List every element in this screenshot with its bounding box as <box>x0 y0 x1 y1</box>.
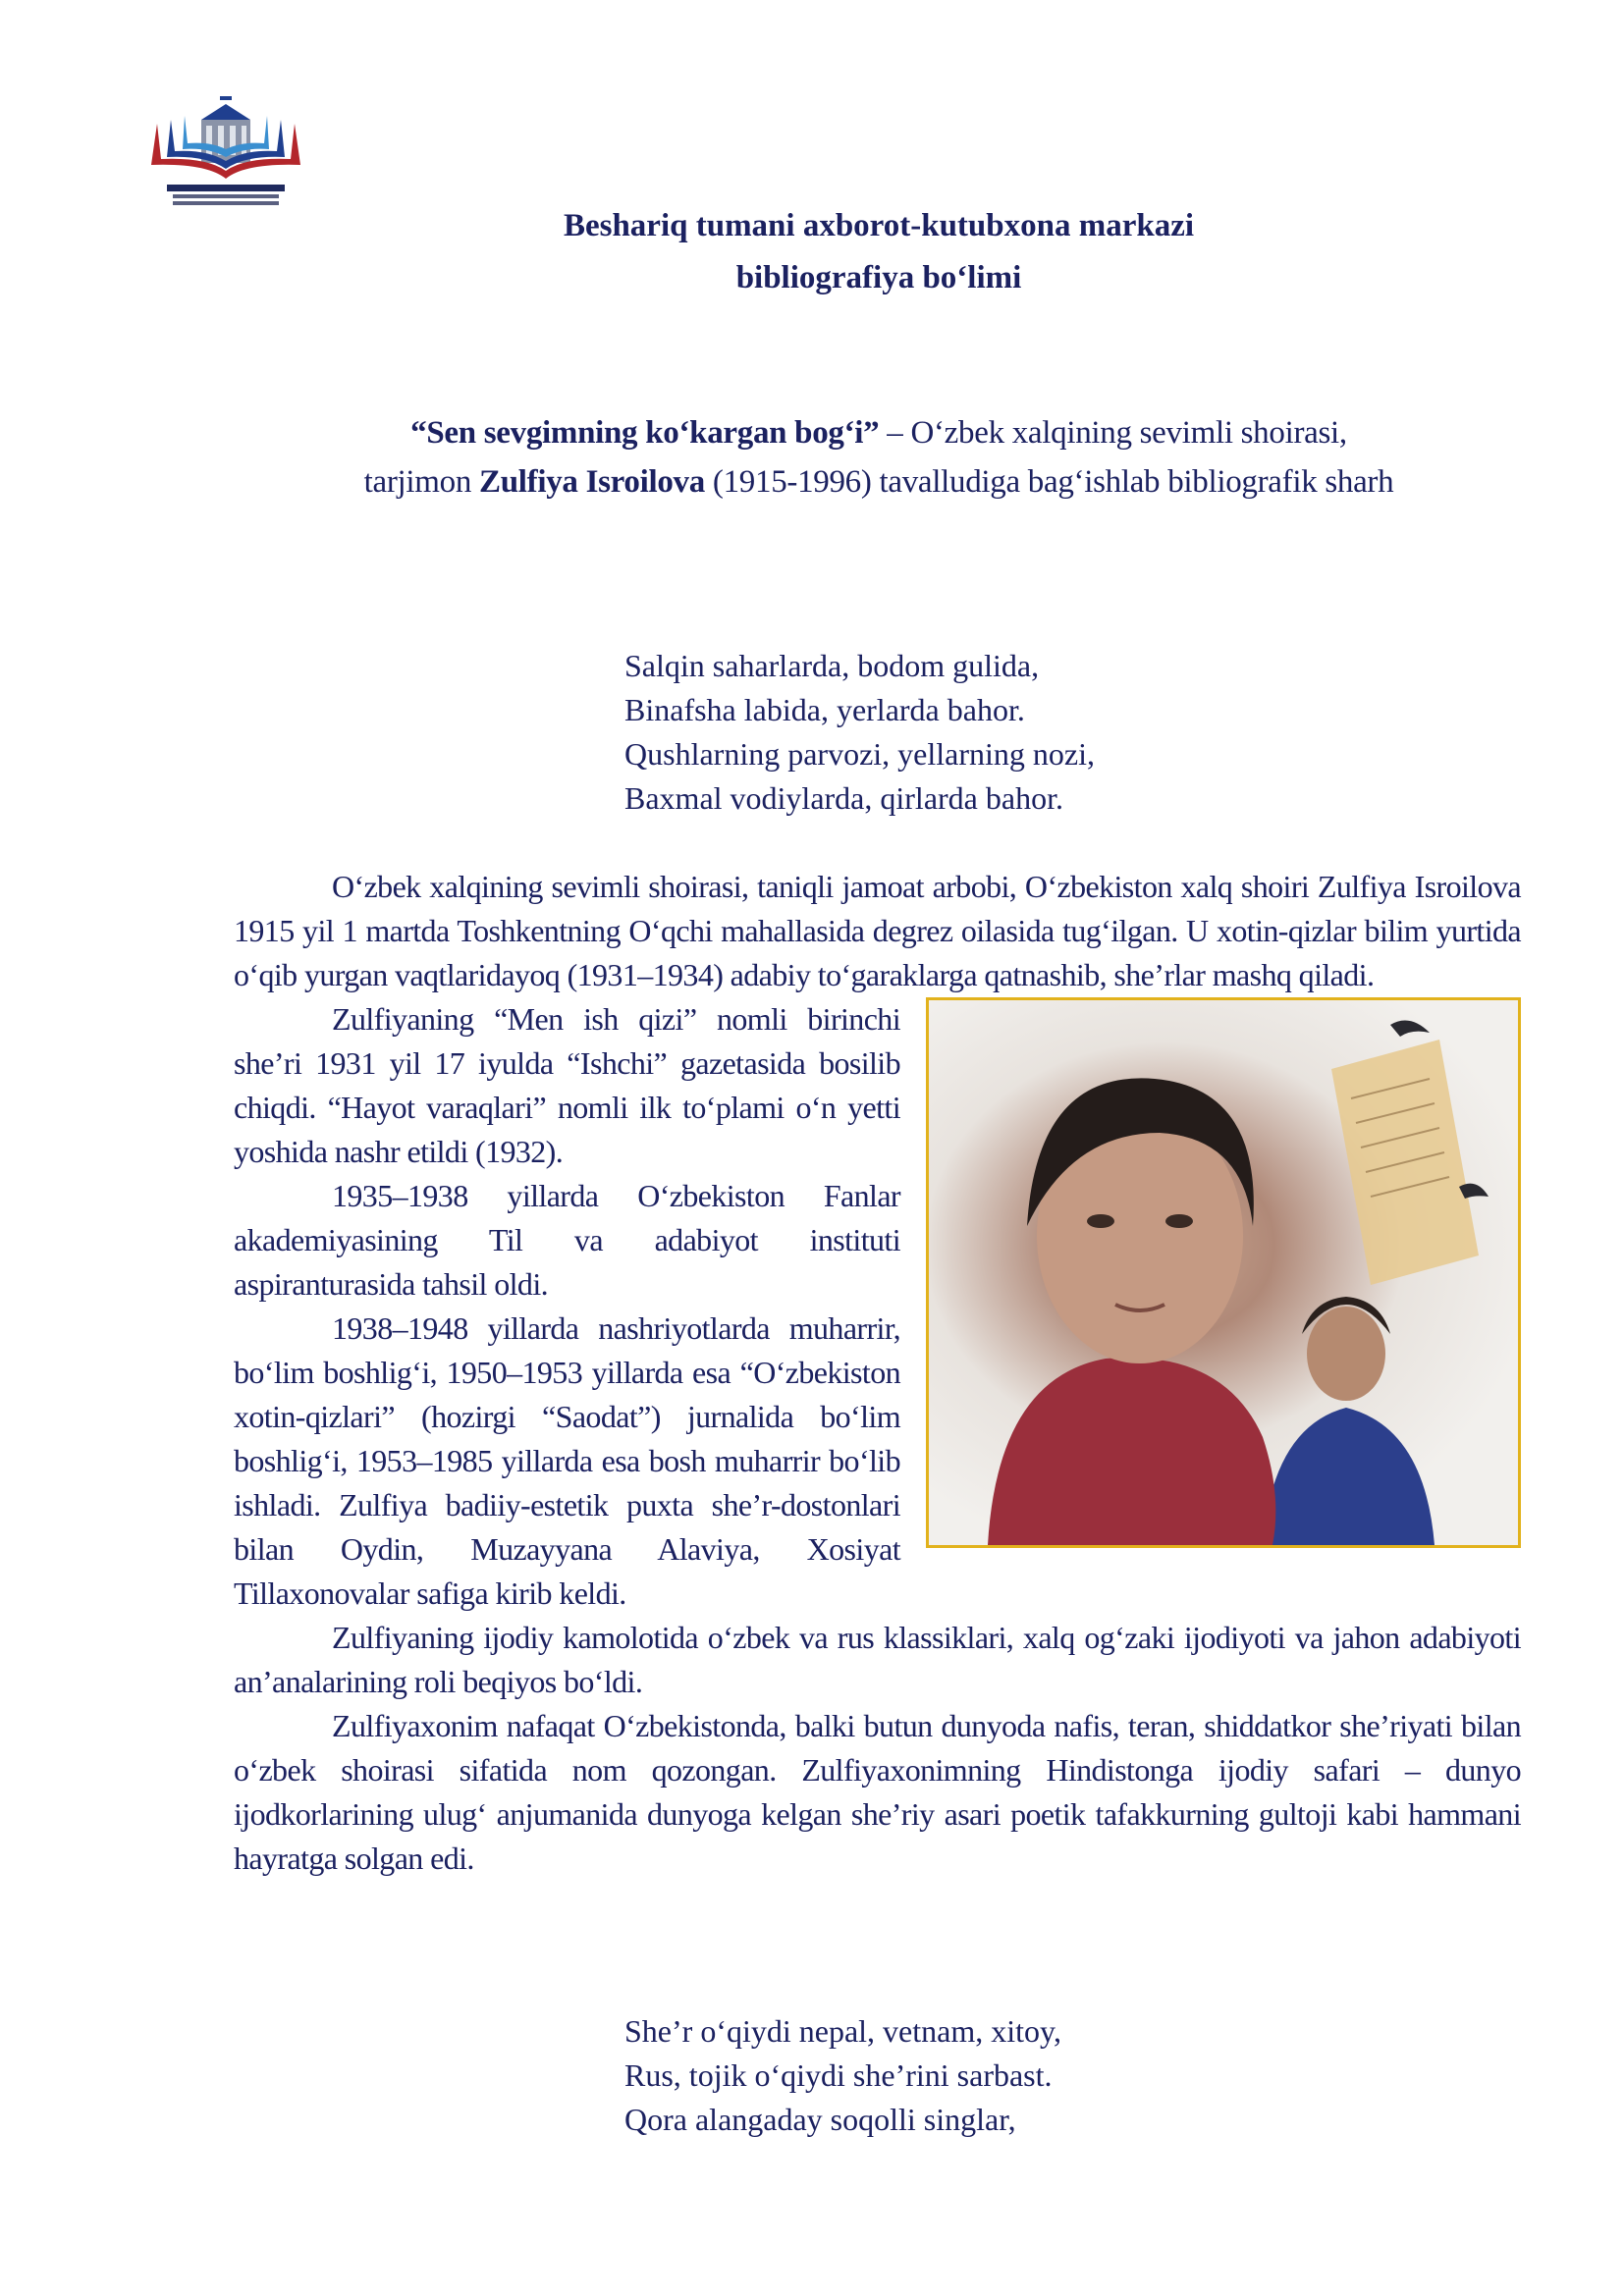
library-logo <box>147 94 304 216</box>
poem-line: Qora alangaday soqolli singlar, <box>624 2102 1016 2137</box>
paragraph: 1935–1938 yillarda O‘zbekiston Fanlar akademiyasining Til va adabiyot instituti aspiranturasida tahsil oldi. <box>234 1178 900 1302</box>
title-quote: “Sen sevgimning ko‘kargan bog‘i” <box>410 415 880 451</box>
portrait-photo <box>926 997 1521 1548</box>
paragraph: Zulfiyaxonim nafaqat O‘zbekistonda, balki butun dunyoda nafis, teran, shiddatkor she’riyati bilan o‘zbek shoirasi sifatida nom qozongan. Zulfiyaxonimning Hindistonga ijodiy safari – dunyo ijodkorlarining ulug‘ anjumanida dunyoga kelgan she’riy asari poetik tafakkurning gultoji kabi hammani hayratga solgan edi. <box>234 1708 1521 1876</box>
title-part1: – O‘zbek xalqining sevimli shoirasi, <box>879 415 1347 451</box>
poem-line: Salqin saharlarda, bodom gulida, <box>624 648 1040 683</box>
paragraph: 1938–1948 yillarda nashriyotlarda muharrir, bo‘lim boshlig‘i, 1950–1953 yillarda esa “O‘zbekiston xotin-qizlari” (hozirgi “Saodat”) jurnalida bo‘lim boshlig‘i, 1953–1985 yillarda esa bosh muharrir bo‘lib ishladi. Zulfiya badiiy-estetik puxta she’r-dostonlari bilan Oydin, Muzayyana Alaviya, Xosiyat Tillaxonovalar safiga kirib keldi. <box>234 1310 900 1611</box>
institution-name: Beshariq tumani axborot-kutubxona markazi <box>563 208 1195 243</box>
closing-poem <box>624 2009 1061 2142</box>
poem-line: Baxmal vodiylarda, qirlarda bahor. <box>624 780 1063 816</box>
paragraph: Zulfiyaning “Men ish qizi” nomli birinchi she’ri 1931 yil 17 iyulda “Ishchi” gazetasida bosilib chiqdi. “Hayot varaqlari” nomli ilk to‘plami o‘n yetti yoshida nashr etildi (1932). <box>234 1001 900 1169</box>
biography-text <box>234 865 1521 1881</box>
poem-line: Binafsha labida, yerlarda bahor. <box>624 692 1025 727</box>
author-name: Zulfiya Isroilova <box>479 464 705 500</box>
title-part2-post: (1915-1996) tavalludiga bag‘ishlab bibliografik sharh <box>704 464 1394 500</box>
poem-line: Qushlarning parvozi, yellarning nozi, <box>624 736 1095 772</box>
paragraph: Zulfiyaning ijodiy kamolotida o‘zbek va rus klassiklari, xalq og‘zaki ijodiyoti va jahon adabiyoti an’analarining roli beqiyos bo‘ldi. <box>234 1620 1521 1699</box>
title-part2-pre: tarjimon <box>363 464 480 500</box>
department-name: bibliografiya bo‘limi <box>735 260 1022 295</box>
paragraph: O‘zbek xalqining sevimli shoirasi, taniqli jamoat arbobi, O‘zbekiston xalq shoiri Zulfiya Isroilova 1915 yil 1 martda Toshkentning O‘qchi mahallasida degrez oilasida tug‘ilgan. U xotin-qizlar bilim yurtida o‘qib yurgan vaqtlaridayoq (1931–1934) adabiy to‘garaklarga qatnashib, she’rlar mashq qiladi. <box>234 869 1521 992</box>
poem-line: She’r o‘qiydi nepal, vetnam, xitoy, <box>624 2013 1061 2049</box>
epigraph-poem <box>624 644 1095 821</box>
poem-line: Rus, tojik o‘qiydi she’rini sarbast. <box>624 2057 1053 2093</box>
document-title <box>196 408 1561 507</box>
